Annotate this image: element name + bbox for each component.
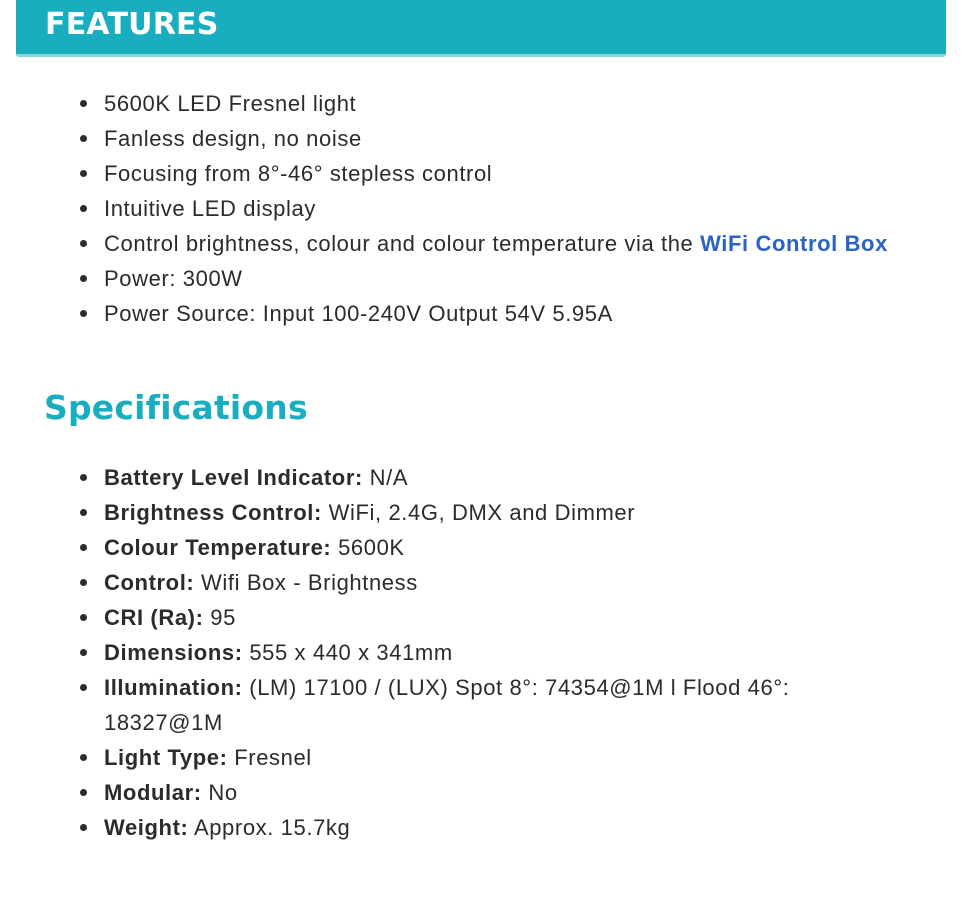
- spec-value: Approx. 15.7kg: [188, 815, 351, 840]
- bullet-icon: [80, 205, 87, 212]
- feature-text: Control brightness, colour and colour temperature via the: [104, 231, 701, 256]
- spec-label: Battery Level Indicator:: [104, 465, 363, 490]
- features-list: [0, 86, 900, 331]
- bullet-icon: [80, 509, 87, 516]
- spec-label: Control:: [104, 570, 195, 595]
- spec-value: Fresnel: [227, 745, 312, 770]
- bullet-icon: [80, 649, 87, 656]
- specifications-heading: Specifications: [44, 388, 308, 427]
- spec-label: Brightness Control:: [104, 500, 322, 525]
- bullet-icon: [80, 614, 87, 621]
- list-item: [0, 226, 900, 261]
- spec-value: N/A: [362, 465, 409, 490]
- spec-value: WiFi, 2.4G, DMX and Dimmer: [321, 500, 636, 525]
- spec-label: Modular:: [104, 780, 202, 805]
- list-item: [0, 156, 900, 191]
- bullet-icon: [80, 544, 87, 551]
- spec-label: Colour Temperature:: [104, 535, 332, 560]
- bullet-icon: [80, 824, 87, 831]
- spec-label: Dimensions:: [104, 640, 243, 665]
- list-item: [0, 86, 900, 121]
- list-item: [0, 121, 900, 156]
- list-item: [0, 261, 900, 296]
- features-header-bar: [16, 0, 946, 57]
- list-item: [0, 460, 900, 495]
- bullet-icon: [80, 474, 87, 481]
- specifications-list: [0, 460, 900, 845]
- wifi-control-box-link[interactable]: WiFi Control Box: [700, 231, 888, 256]
- spec-label: CRI (Ra):: [104, 605, 204, 630]
- feature-text: Intuitive LED display: [104, 196, 316, 221]
- bullet-icon: [80, 100, 87, 107]
- bullet-icon: [80, 789, 87, 796]
- spec-label: Light Type:: [104, 745, 228, 770]
- bullet-icon: [80, 310, 87, 317]
- bullet-icon: [80, 170, 87, 177]
- bullet-icon: [80, 754, 87, 761]
- list-item: [0, 635, 900, 670]
- feature-text: 5600K LED Fresnel light: [104, 91, 357, 116]
- list-item: [0, 495, 900, 530]
- spec-label: Weight:: [104, 815, 189, 840]
- bullet-icon: [80, 579, 87, 586]
- bullet-icon: [80, 240, 87, 247]
- spec-value: 5600K: [331, 535, 405, 560]
- features-heading: FEATURES: [45, 7, 219, 42]
- list-item: [0, 775, 900, 810]
- feature-text: Focusing from 8°-46° stepless control: [104, 161, 493, 186]
- bullet-icon: [80, 135, 87, 142]
- bullet-icon: [80, 275, 87, 282]
- spec-value: No: [201, 780, 238, 805]
- list-item: [0, 565, 900, 600]
- list-item: [0, 670, 900, 740]
- list-item: [0, 600, 900, 635]
- feature-text: Power Source: Input 100-240V Output 54V 5.95A: [104, 301, 613, 326]
- spec-value: 95: [203, 605, 236, 630]
- list-item: [0, 740, 900, 775]
- spec-value: 555 x 440 x 341mm: [242, 640, 453, 665]
- bullet-icon: [80, 684, 87, 691]
- list-item: [0, 191, 900, 226]
- list-item: [0, 296, 900, 331]
- spec-value: Wifi Box - Brightness: [194, 570, 418, 595]
- list-item: [0, 530, 900, 565]
- feature-text: Fanless design, no noise: [104, 126, 362, 151]
- feature-text: Power: 300W: [104, 266, 243, 291]
- spec-label: Illumination:: [104, 675, 243, 700]
- list-item: [0, 810, 900, 845]
- spec-value: (LM) 17100 / (LUX) Spot 8°: 74354@1M l Flood 46°: 18327@1M: [104, 675, 790, 735]
